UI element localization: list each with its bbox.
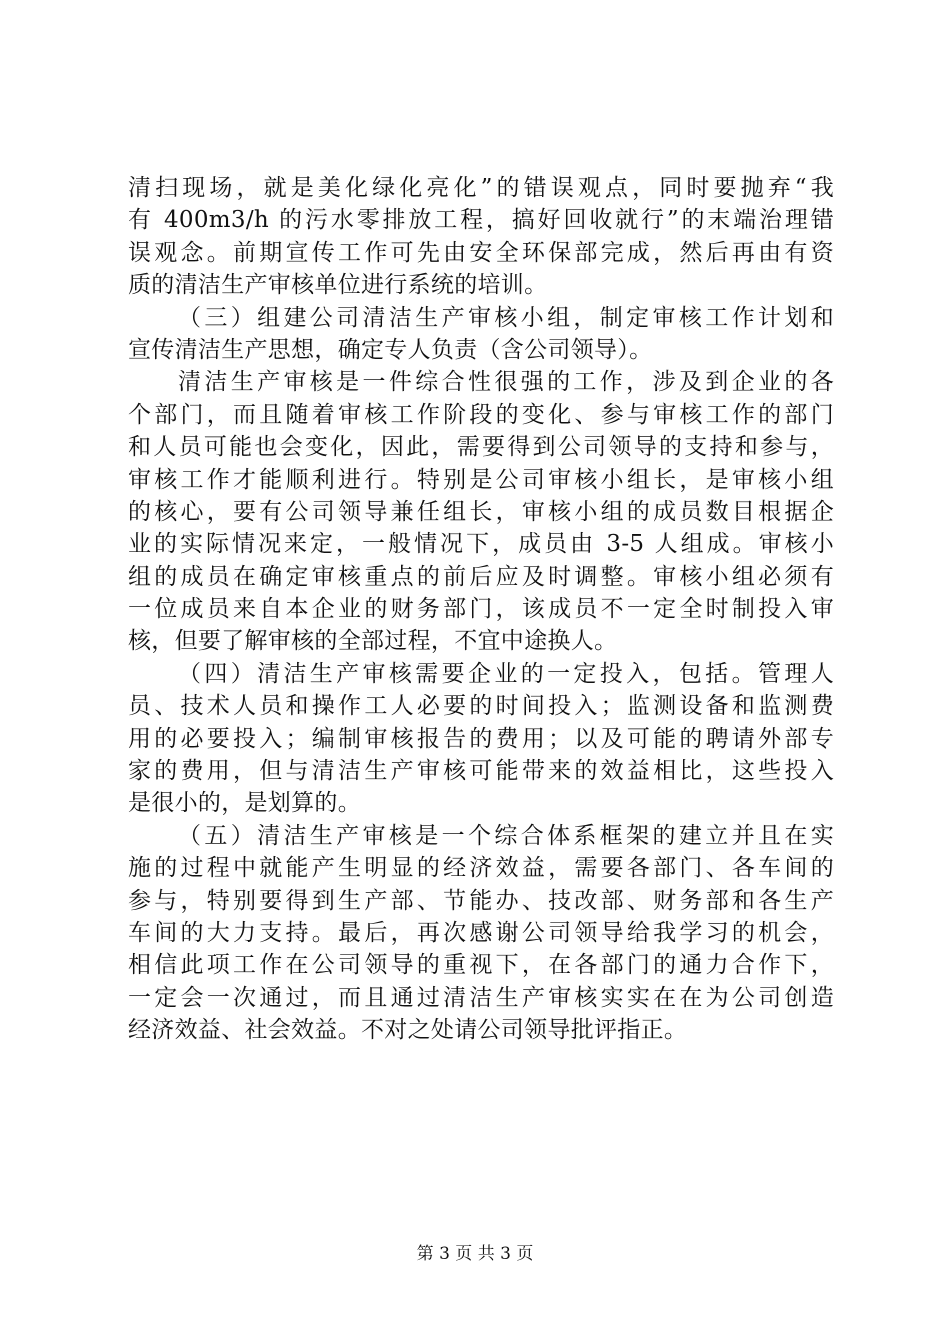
text-line: 清扫现场，就是美化绿化亮化”的错误观点，同时要抛弃“我 (128, 175, 834, 201)
text-line: 员、技术人员和操作工人必要的时间投入；监测设备和监测费 (128, 693, 834, 720)
document-body (128, 172, 834, 1047)
text-line: 的核心，要有公司领导兼任组长，审核小组的成员数目根据企 (128, 498, 834, 525)
text-line: 审核工作才能顺利进行。特别是公司审核小组长，是审核小组 (128, 466, 834, 493)
text-line: 有 400m3/h 的污水零排放工程，搞好回收就行”的末端治理错 (128, 207, 834, 234)
text-line: 车间的大力支持。最后，再次感谢公司领导给我学习的机会， (128, 919, 834, 946)
text-line: 误观念。前期宣传工作可先由安全环保部完成，然后再由有资 (128, 239, 834, 266)
text-line: 个部门，而且随着审核工作阶段的变化、参与审核工作的部门 (128, 401, 834, 428)
text-line: 质的清洁生产审核单位进行系统的培训。 (128, 272, 548, 299)
page-number-footer: 第 3 页 共 3 页 (416, 1244, 534, 1264)
text-line: 和人员可能也会变化，因此，需要得到公司领导的支持和参与， (128, 434, 834, 461)
text-line: 是很小的，是划算的。 (128, 790, 361, 817)
text-line: 宣传清洁生产思想，确定专人负责（含公司领导）。 (128, 336, 653, 363)
text-line: 施的过程中就能产生明显的经济效益，需要各部门、各车间的 (128, 855, 834, 882)
paragraph-heading-5: （五）清洁生产审核是一个综合体系框架的建立并且在实 (178, 822, 834, 849)
text-line: 相信此项工作在公司领导的重视下，在各部门的通力合作下， (128, 952, 834, 979)
text-line: 家的费用，但与清洁生产审核可能带来的效益相比，这些投入 (128, 758, 834, 785)
text-line: 核，但要了解审核的全部过程，不宜中途换人。 (128, 628, 618, 655)
paragraph-start: 清洁生产审核是一件综合性很强的工作，涉及到企业的各 (178, 369, 834, 396)
paragraph-heading-3: （三）组建公司清洁生产审核小组，制定审核工作计划和 (178, 304, 834, 331)
text-line: 经济效益、社会效益。不对之处请公司领导批评指正。 (128, 1017, 688, 1044)
text-line: 参与，特别要得到生产部、节能办、技改部、财务部和各生产 (128, 887, 834, 914)
paragraph-heading-4: （四）清洁生产审核需要企业的一定投入，包括。管理人 (178, 660, 834, 687)
text-line: 业的实际情况来定，一般情况下，成员由 3-5 人组成。审核小 (128, 531, 834, 558)
text-line: 一位成员来自本企业的财务部门，该成员不一定全时制投入审 (128, 596, 834, 623)
text-line: 组的成员在确定审核重点的前后应及时调整。审核小组必须有 (128, 563, 834, 590)
text-line: 一定会一次通过，而且通过清洁生产审核实实在在为公司创造 (128, 984, 834, 1011)
text-line: 用的必要投入；编制审核报告的费用；以及可能的聘请外部专 (128, 725, 834, 752)
